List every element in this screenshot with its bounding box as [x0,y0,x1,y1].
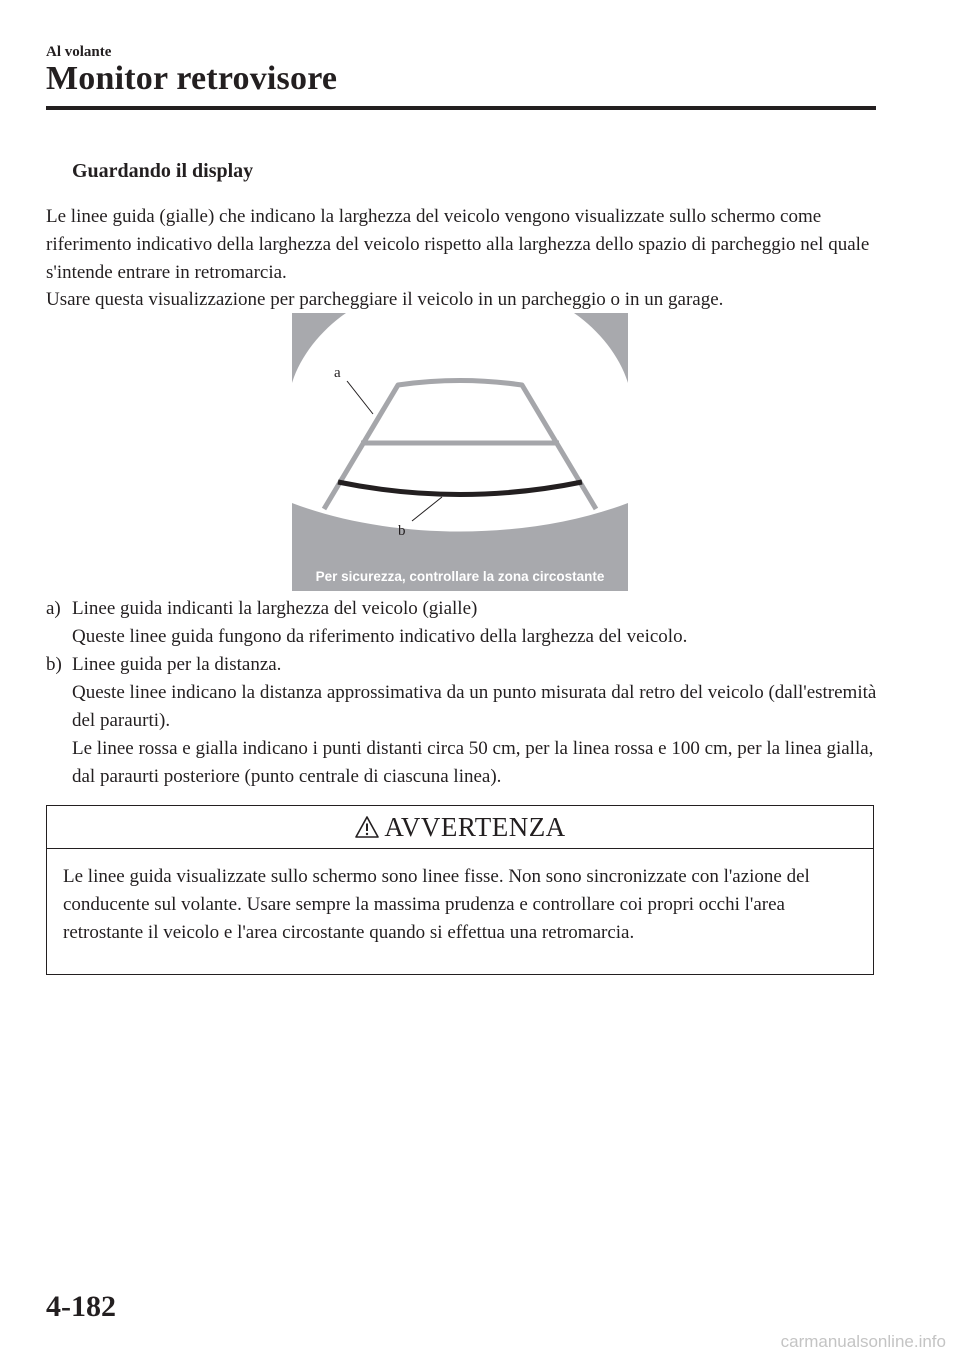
legend-description: Queste linee guida fungono da riferimento indicativo della larghezza del veicolo. [72,626,688,647]
site-watermark: carmanualsonline.info [780,1332,946,1351]
figure-legend [46,595,881,791]
distance-guide-50cm [338,482,582,495]
legend-key: b) [46,654,62,675]
callout-line-b [412,497,442,521]
legend-title: Linee guida per la distanza. [72,654,282,675]
warning-triangle-icon [354,815,380,839]
rear-camera-figure [292,313,628,591]
legend-key: a) [46,598,61,619]
page-number: 4-182 [46,1290,116,1323]
section-subheading: Guardando il display [72,160,254,182]
chapter-label: Al volante [46,44,112,60]
legend-description: Le linee rossa e gialla indicano i punti distanti circa 50 cm, per la linea rossa e 100 cm, per la linea gialla, dal paraurti posteriore (punto centrale di ciascuna linea). [72,738,874,787]
screen-safety-message: Per sicurezza, controllare la zona circostante [315,569,605,584]
title-divider [46,106,876,110]
page-title: Monitor retrovisore [46,60,338,97]
warning-box [46,805,874,975]
callout-line-a [347,381,373,414]
intro-paragraph: Le linee guida (gialle) che indicano la larghezza del veicolo vengono visualizzate sullo schermo come riferimento indicativo della larghezza del veicolo rispetto alla larghezza dello spazio di parcheggio nel quale s'intende entrare in retromarcia. [46,206,870,283]
top-right-vignette [574,313,628,383]
warning-header [47,806,873,849]
callout-label-b: b [398,523,406,539]
warning-title: AVVERTENZA [384,811,566,842]
legend-title: Linee guida indicanti la larghezza del veicolo (gialle) [72,598,478,619]
usage-paragraph: Usare questa visualizzazione per parcheggiare il veicolo in un parcheggio o in un garage. [46,289,724,310]
legend-item-b [46,651,881,791]
legend-item-a [46,595,881,651]
callout-label-a: a [334,365,341,381]
warning-text: Le linee guida visualizzate sullo schermo sono linee fisse. Non sono sincronizzate con l'azione del conducente sul volante. Usare sempre la massima prudenza e controllare coi propri occhi l'area retrostante il veicolo e l'area circostante quando si effettua una retromarcia. [63,866,810,943]
rear-camera-display [292,313,628,591]
legend-description: Queste linee indicano la distanza approssimativa da un punto misurata dal retro del veicolo (dall'estremità del paraurti). [72,682,877,731]
